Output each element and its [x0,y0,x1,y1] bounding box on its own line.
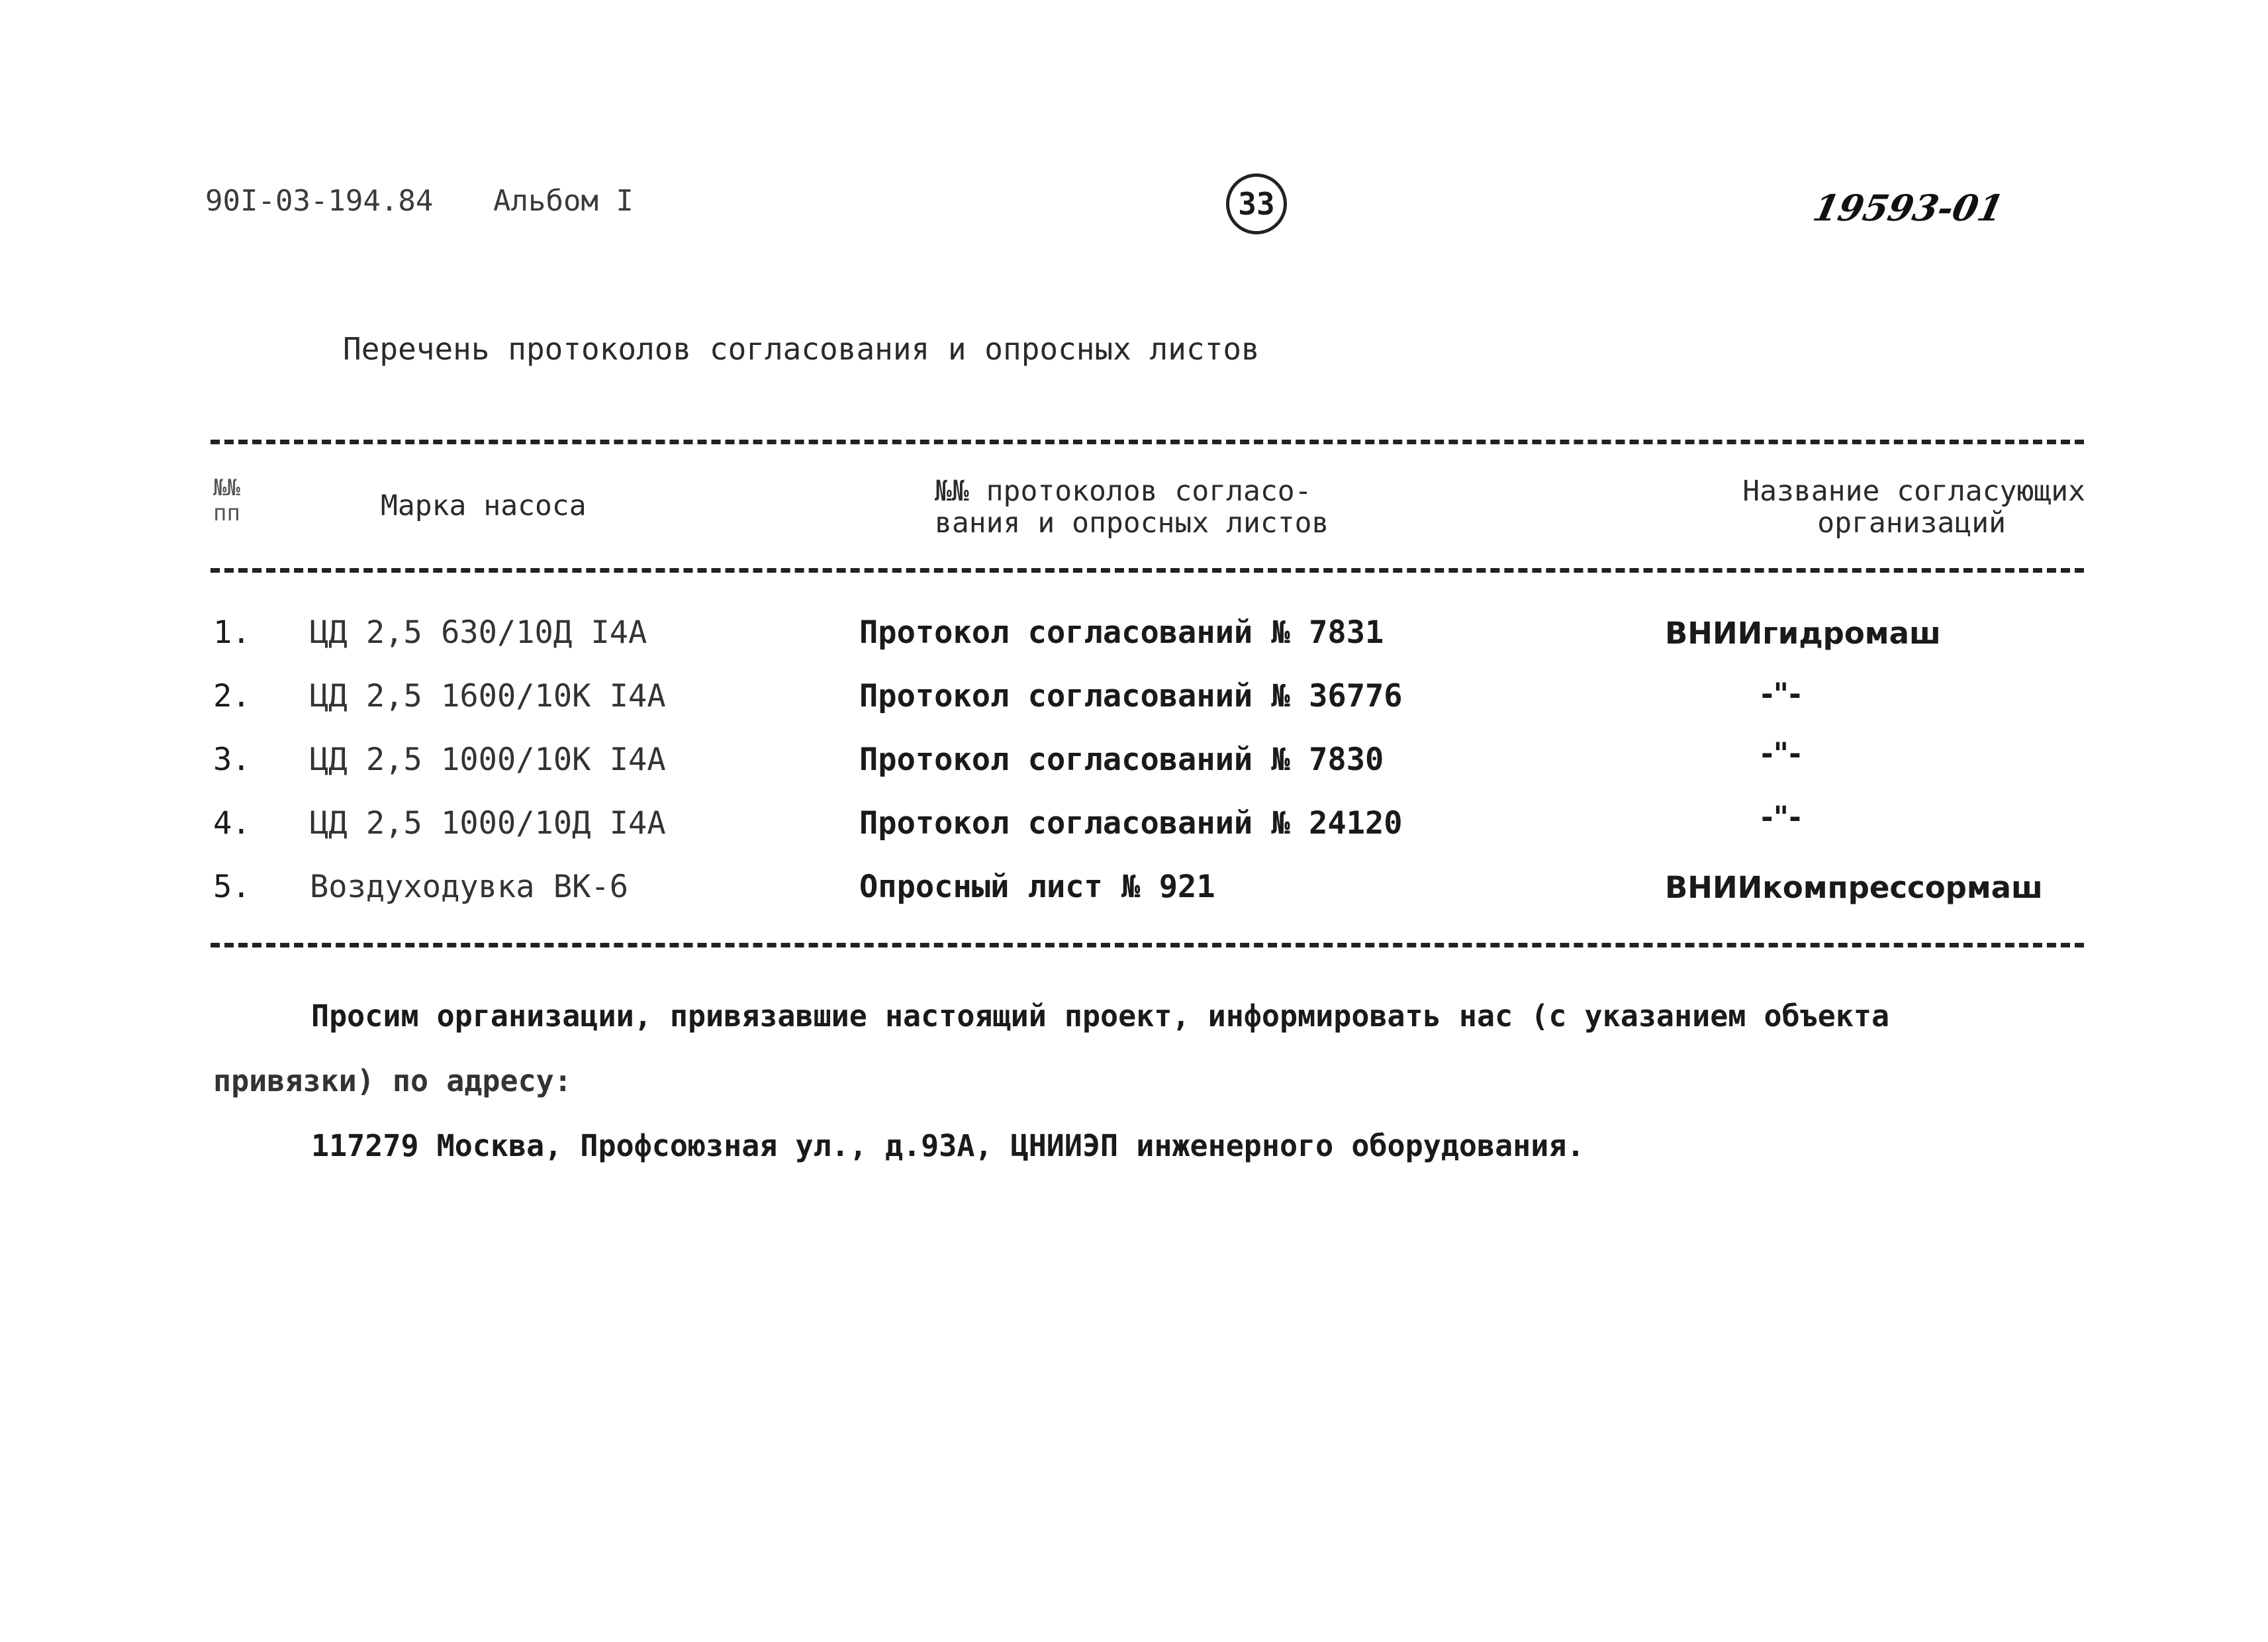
table-row-brand: ЦД 2,5 1000/10К I4А [310,742,666,778]
table-row-organization: -"- [1761,800,1801,835]
table-row-number: 5. [213,869,251,905]
table-row-number: 3. [213,742,251,778]
column-header-brand: Марка насоса [381,489,587,522]
table-row-protocol: Протокол согласований № 24120 [859,805,1403,842]
page-number-circle [1226,173,1287,234]
table-header-rule [211,568,2084,573]
table-row-organization: ВНИИкомпрессормаш [1665,870,2043,905]
table-row-protocol: Опросный лист № 921 [859,869,1215,905]
column-header-organizations [1562,475,2085,539]
table-row-organization: -"- [1761,736,1801,771]
document-code: 90I-03-194.84 [205,184,434,218]
table-row-brand: ЦД 2,5 1600/10К I4А [310,678,666,714]
column-header-number: №№ пп [213,475,240,526]
table-row-protocol: Протокол согласований № 7831 [859,614,1384,651]
note-address: 117279 Москва, Профсоюзная ул., д.93А, ЦНИИЭП инженерного оборудования. [311,1128,1585,1163]
table-row-brand: Воздуходувка ВК-6 [310,869,629,905]
table-row-number: 1. [213,614,251,651]
note-line-1: Просим организации, привязавшие настоящий проект, информировать нас (с указанием объекта [311,998,1890,1034]
handwritten-inventory-number: 19593-01 [1809,187,2008,229]
column-header-protocols [935,475,1329,539]
album-label: Альбом I [493,184,634,218]
table-row-brand: ЦД 2,5 1000/10Д I4А [310,805,666,842]
table-bottom-rule [211,943,2084,947]
table-row-number: 4. [213,805,251,842]
table-row-number: 2. [213,678,251,714]
page-number: 33 [1238,186,1275,222]
document-title: Перечень протоколов согласования и опросных листов [343,331,1260,367]
table-row-brand: ЦД 2,5 630/10Д I4А [310,614,647,651]
column-header-organizations-line1: Название согласующих [1742,475,2085,508]
table-row-organization: ВНИИгидромаш [1665,616,1941,651]
column-header-protocols-line1: №№ протоколов согласо- [935,475,1312,508]
table-row-protocol: Протокол согласований № 36776 [859,678,1403,714]
column-header-organizations-line2: организаций [1817,507,2006,540]
table-row-organization: -"- [1761,677,1801,712]
column-header-protocols-line2: вания и опросных листов [935,507,1329,540]
note-line-2: привязки) по адресу: [213,1063,572,1098]
table-row-protocol: Протокол согласований № 7830 [859,742,1384,778]
table-top-rule [211,440,2084,444]
